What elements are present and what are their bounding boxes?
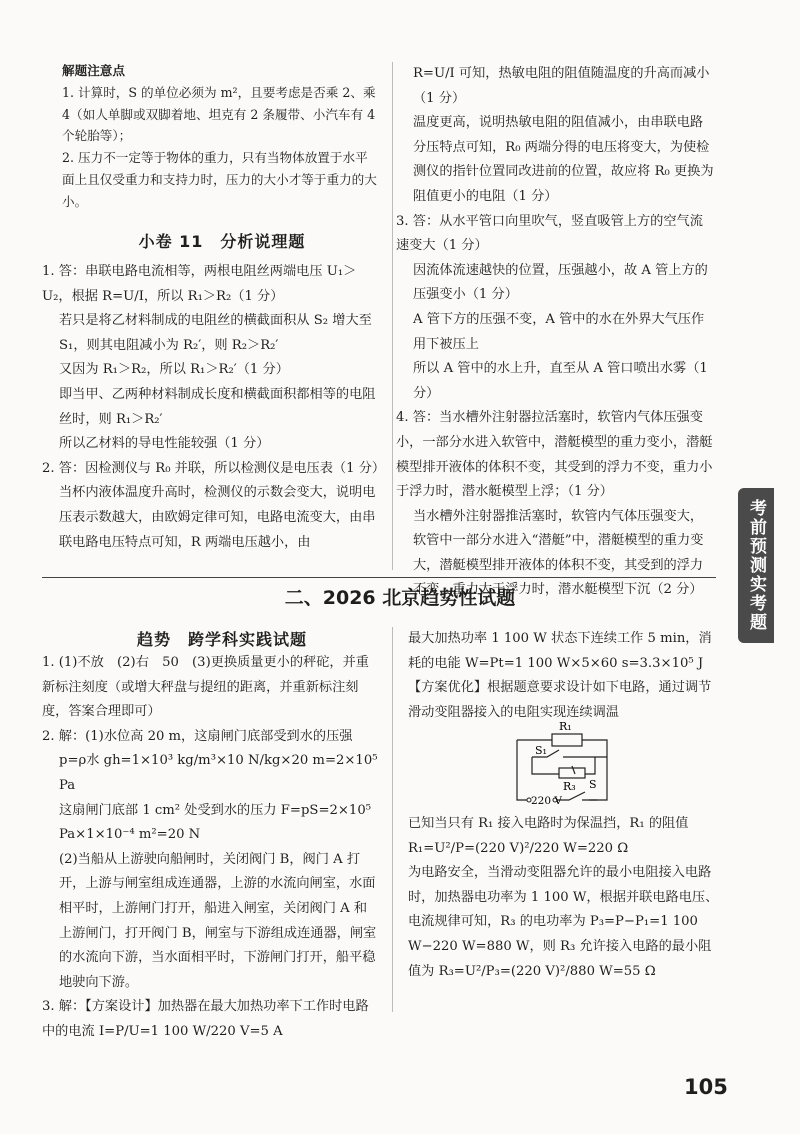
q4-line-1: 4. 答：当水槽外注射器拉活塞时，软管内气体压强变小，一部分水进入软管中，潜艇模型的重力变小，潜艇模型排开液体的体积不变，其受到的浮力不变，重力小于浮力时，潜水艇模型上浮；（1 分） xyxy=(396,410,713,500)
notes-title: 解题注意点 xyxy=(62,63,125,78)
trend-right-bottom xyxy=(408,812,720,984)
circuit-r3-label: R₃ xyxy=(563,780,576,793)
q3-line-3: A 管下方的压强不变，A 管中的水在外界大气压作用下被压上 xyxy=(413,311,705,352)
trend-right-line-2: 【方案优化】根据题意要求设计如下电路，通过调节滑动变阻器接入的电阻实现连续调温 xyxy=(408,680,712,720)
trend-q2-line-2: p=ρ水 gh=1×10³ kg/m³×10 N/kg×20 m=2×10⁵ Pa xyxy=(59,753,378,793)
section-11-right xyxy=(396,62,716,603)
circuit-s1-label: S₁ xyxy=(535,744,547,757)
part-divider xyxy=(42,577,716,578)
q1-line-5: 所以乙材料的导电性能较强（1 分） xyxy=(59,436,270,452)
trend-q3-line-1: 3. 解：【方案设计】加热器在最大加热功率下工作时电路中的电流 I=P/U=1 100 W/220 V=5 A xyxy=(42,999,369,1039)
trend-q1: 1. (1)不放 (2)右 50 (3)更换质量更小的秤砣，并重新标注刻度（或增大秤盘与提纽的距离，并重新标注刻度，答案合理即可） xyxy=(42,655,369,720)
q2-continued-2: 温度更高，说明热敏电阻的阻值减小，由串联电路分压特点可知，R₀ 两端分得的电压将变大，为使检测仪的指针位置同改进前的位置，故应将 R₀ 更换为阻值更小的电阻（1 分） xyxy=(413,115,714,204)
q3-line-1: 3. 答：从水平管口向里吹气，竖直吸管上方的空气流速变大（1 分） xyxy=(396,213,703,254)
trend-right-line-4: R₁=U²/P=(220 V)²/220 W=220 Ω xyxy=(408,840,629,856)
circuit-s-label: S xyxy=(589,778,597,791)
q2-continued-1: R=U/I 可知，热敏电阻的阻值随温度的升高而减小（1 分） xyxy=(413,66,710,106)
q2-line-1: 2. 答：因检测仪与 R₀ 并联，所以检测仪是电压表（1 分） xyxy=(42,460,386,476)
trend-q2-line-4: (2)当船从上游驶向船闸时，关闭阀门 B，阀门 A 打开，上游与闸室组成连通器，上游的水流向闸室，水面相平时，上游闸门打开，船进入闸室，关闭阀门 A 和上游闸门，打开阀门 B，闸室与下游组成连通器，闸室的水流向下游，当水面相平时，下游闸门打开，船平稳地驶向下游。 xyxy=(59,851,377,990)
trend-right-line-3: 已知当只有 R₁ 接入电路时为保温挡，R₁ 的阻值 xyxy=(408,816,689,831)
q1-line-4: 即当甲、乙两种材料制成长度和横截面积都相等的电阻丝时，则 R₁＞R₂′ xyxy=(59,386,376,427)
q3-line-2: 因流体流速越快的位置，压强越小，故 A 管上方的压强变小（1 分） xyxy=(413,262,708,303)
page-number: 105 xyxy=(684,1075,728,1099)
column-divider-top xyxy=(392,62,393,570)
circuit-diagram xyxy=(497,712,627,810)
trend-q2-line-3: 这扇闸门底部 1 cm² 处受到水的压力 F=pS=2×10⁵ Pa×1×10⁻⁴ m²=20 N xyxy=(59,802,372,843)
section-11-left xyxy=(42,260,386,555)
notes-item-2: 2. 压力不一定等于物体的重力，只有当物体放置于水平面上且仅受重力和支持力时，压力的大小才等于重力的大小。 xyxy=(62,150,377,209)
q2-line-2: 当杯内液体温度升高时，检测仪的示数会变大，说明电压表示数越大，由欧姆定律可知，电路电流变大，由串联电路电压特点可知，R 两端电压越小，由 xyxy=(59,485,376,550)
part-2-title: 二、2026 北京趋势性试题 xyxy=(284,587,516,609)
trend-title: 趋势 跨学科实践试题 xyxy=(136,630,307,649)
q1-line-3: 又因为 R₁＞R₂，所以 R₁＞R₂′（1 分） xyxy=(59,362,289,378)
q1-line-1: 1. 答：串联电路电流相等，两根电阻丝两端电压 U₁＞U₂，根据 R=U/I，所以 R₁＞R₂（1 分） xyxy=(42,264,357,304)
trend-right-top xyxy=(408,627,720,725)
circuit-r1-label: R₁ xyxy=(559,720,572,733)
circuit-source-label: 220 V xyxy=(531,795,562,807)
column-divider-bottom xyxy=(392,627,393,1012)
trend-right-line-5: 为电路安全，当滑动变阻器允许的最小电阻接入电路时，加热器电功率为 1 100 W，根据并联电路电压、电流规律可知，R₃ 的电功率为 P₃=P−P₁=1 100 W−220 W=880 W，则 R₃ 允许接入电路的最小阻值为 R₃=U²/P₃=(220 V)²/880 W=55 Ω xyxy=(408,865,719,979)
notes-block xyxy=(62,60,378,213)
q4-line-2: 当水槽外注射器推活塞时，软管内气体压强变大，软管中一部分水进入“潜艇”中，潜艇模型的重力变大，潜艇模型排开液体的体积不变，其受到的浮力不变，重力大于浮力时，潜水艇模型下沉（2 分） xyxy=(413,508,704,598)
trend-q2-line-1: 2. 解：(1)水位高 20 m，这扇闸门底部受到水的压强 xyxy=(42,728,353,744)
q1-line-2: 若只是将乙材料制成的电阻丝的横截面积从 S₂ 增大至 S₁，则其电阻减小为 R₂′，则 R₂＞R₂′ xyxy=(59,313,372,353)
trend-left xyxy=(42,651,380,1045)
section-11-title: 小卷 11 分析说理题 xyxy=(138,232,306,251)
trend-right-line-1: 最大加热功率 1 100 W 状态下连续工作 5 min，消耗的电能 W=Pt=1 100 W×5×60 s=3.3×10⁵ J xyxy=(408,631,712,671)
side-tab: 考前预测实考题 xyxy=(738,488,774,643)
notes-item-1: 1. 计算时，S 的单位必须为 m²，且要考虑是否乘 2、乘 4（如人单脚或双脚着地、坦克有 2 条履带、小汽车有 4 个轮胎等）； xyxy=(62,84,376,144)
q3-line-4: 所以 A 管中的水上升，直至从 A 管口喷出水雾（1 分） xyxy=(413,361,708,401)
